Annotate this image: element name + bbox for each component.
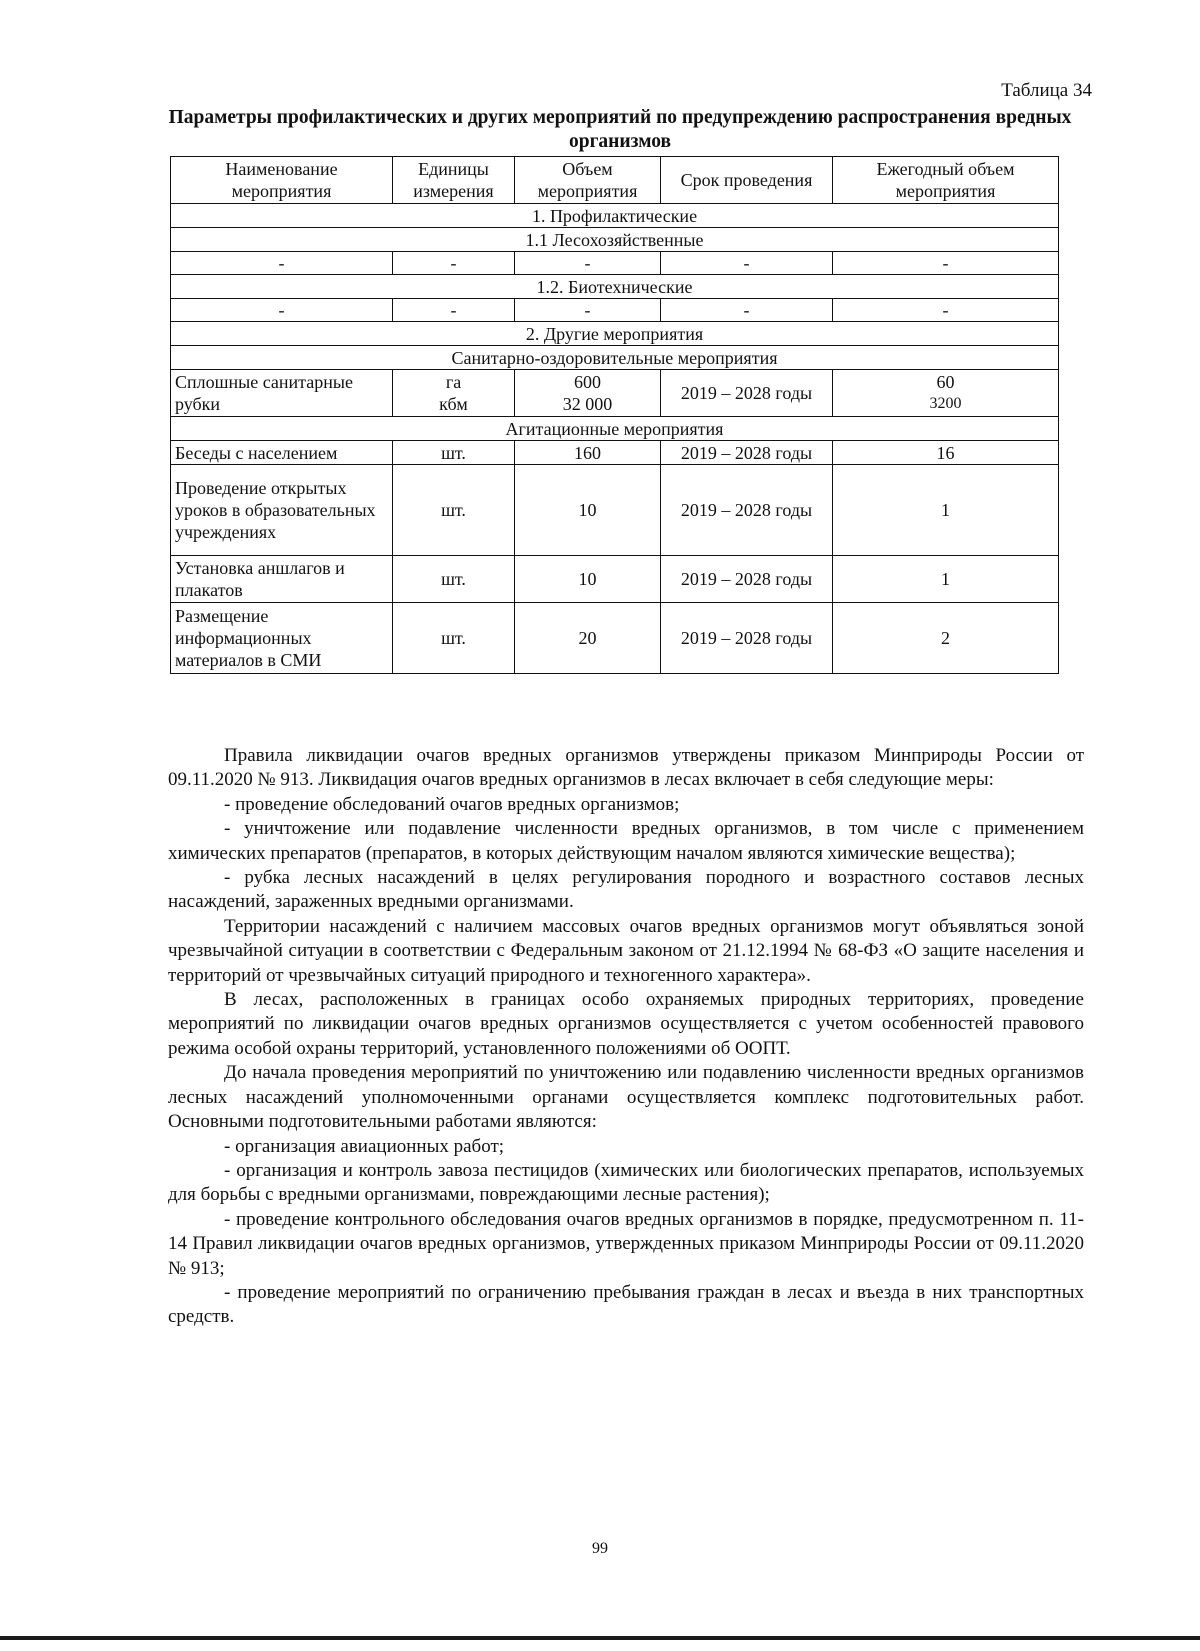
cell-annual: 1 <box>833 556 1059 603</box>
bottom-rule <box>0 1636 1200 1640</box>
section-title-other: 2. Другие мероприятия <box>171 322 1059 346</box>
col-header-term: Срок проведения <box>661 157 833 204</box>
dash-cell: - <box>661 299 833 322</box>
dash-cell: - <box>833 252 1059 275</box>
cell-term: 2019 – 2028 годы <box>661 441 833 465</box>
section-title-biotechnical: 1.2. Биотехнические <box>171 275 1059 299</box>
section-title-preventive: 1. Профилактические <box>171 204 1059 228</box>
volume-line: 600 <box>574 372 601 392</box>
dash-cell: - <box>171 252 393 275</box>
cell-unit: шт. <box>393 603 515 674</box>
cell-volume: 160 <box>515 441 661 465</box>
cell-unit: шт. <box>393 441 515 465</box>
cell-name: Установка аншлагов и плакатов <box>171 556 393 603</box>
paragraph: - организация и контроль завоза пестицидов (химических или биологических препаратов, используемых для борьбы с вредными организмами, повреждающими лесные растения); <box>168 1159 1084 1206</box>
paragraph: Территории насаждений с наличием массовых очагов вредных организмов могут объявляться зоной чрезвычайной ситуации в соответствии с Федеральным законом от 21.12.1994 № 68-ФЗ «О защите населения и территорий от чрезвычайных ситуаций природного и техногенного характера». <box>168 915 1084 986</box>
section-title-forestry: 1.1 Лесохозяйственные <box>171 228 1059 252</box>
body-text <box>168 744 1084 1330</box>
cell-name: Беседы с населением <box>171 441 393 465</box>
table-row <box>171 603 1059 674</box>
dash-cell: - <box>515 299 661 322</box>
table-label: Таблица 34 <box>1001 80 1092 101</box>
section-row <box>171 322 1059 346</box>
dash-cell: - <box>833 299 1059 322</box>
cell-volume: 20 <box>515 603 661 674</box>
cell-annual: 16 <box>833 441 1059 465</box>
section-row <box>171 228 1059 252</box>
col-header-name: Наименование мероприятия <box>171 157 393 204</box>
dash-cell: - <box>393 299 515 322</box>
paragraph: - уничтожение или подавление численности вредных организмов, в том числе с применением химических препаратов (препаратов, в которых действующим началом являются химические вещества); <box>168 818 1084 864</box>
section-row <box>171 275 1059 299</box>
dash-cell: - <box>515 252 661 275</box>
cell-term: 2019 – 2028 годы <box>661 603 833 674</box>
cell-name: Проведение открытых уроков в образовательных учреждениях <box>171 465 393 556</box>
table-row <box>171 441 1059 465</box>
col-header-annual: Ежегодный объем мероприятия <box>833 157 1059 204</box>
parameters-table <box>170 156 1059 674</box>
cell-annual: 1 <box>833 465 1059 556</box>
table-header-row <box>171 157 1059 204</box>
cell-unit <box>393 370 515 417</box>
table-title: Параметры профилактических и других мероприятий по предупреждению распространения вредных организмов <box>168 107 1072 152</box>
table-row <box>171 556 1059 603</box>
paragraph: - проведение контрольного обследования очагов вредных организмов в порядке, предусмотренном п. 11-14 Правил ликвидации очагов вредных организмов, утвержденных приказом Минприроды России от 09.11.2020 № 913; <box>168 1208 1084 1279</box>
paragraph: В лесах, расположенных в границах особо охраняемых природных территориях, проведение мероприятий по ликвидации очагов вредных организмов осуществляется с учетом особенностей правового режима особой охраны территорий, установленного положениями об ООПТ. <box>168 989 1084 1059</box>
cell-volume: 10 <box>515 465 661 556</box>
unit-line: га <box>445 372 462 392</box>
annual-line: 3200 <box>929 395 962 412</box>
cell-name: Размещение информационных материалов в СМИ <box>171 603 393 674</box>
cell-volume: 10 <box>515 556 661 603</box>
col-header-volume: Объем мероприятия <box>515 157 661 204</box>
col-header-unit: Единицы измерения <box>393 157 515 204</box>
cell-term: 2019 – 2028 годы <box>661 556 833 603</box>
table-row <box>171 252 1059 275</box>
table-row <box>171 299 1059 322</box>
cell-name: Сплошные санитарные рубки <box>171 370 393 417</box>
cell-annual <box>833 370 1059 417</box>
table-row <box>171 465 1059 556</box>
paragraph: - проведение обследований очагов вредных организмов; <box>224 793 680 815</box>
cell-volume <box>515 370 661 417</box>
cell-unit: шт. <box>393 556 515 603</box>
paragraph: - проведение мероприятий по ограничению пребывания граждан в лесах и въезда в них транспортных средств. <box>168 1281 1084 1328</box>
cell-unit: шт. <box>393 465 515 556</box>
volume-line: 32 000 <box>562 394 613 414</box>
dash-cell: - <box>171 299 393 322</box>
paragraph: - организация авиационных работ; <box>224 1135 505 1157</box>
section-title-sanitary: Санитарно-оздоровительные мероприятия <box>171 346 1059 370</box>
section-row <box>171 204 1059 228</box>
dash-cell: - <box>393 252 515 275</box>
paragraph: Правила ликвидации очагов вредных организмов утверждены приказом Минприроды России от 09.11.2020 № 913. Ликвидация очагов вредных организмов в лесах включает в себя следующие меры: <box>168 745 1084 791</box>
unit-line: кбм <box>439 394 468 414</box>
cell-term: 2019 – 2028 годы <box>661 370 833 417</box>
paragraph: До начала проведения мероприятий по уничтожению или подавлению численности вредных организмов лесных насаждений уполномоченными органами осуществляется комплекс подготовительных работ. Основными подготовительными работами являются: <box>168 1062 1084 1133</box>
cell-annual: 2 <box>833 603 1059 674</box>
cell-term: 2019 – 2028 годы <box>661 465 833 556</box>
table-row <box>171 370 1059 417</box>
section-title-agitation: Агитационные мероприятия <box>171 417 1059 441</box>
section-row <box>171 346 1059 370</box>
section-row <box>171 417 1059 441</box>
annual-line: 60 <box>936 372 955 392</box>
paragraph: - рубка лесных насаждений в целях регулирования породного и возрастного составов лесных насаждений, зараженных вредными организмами. <box>168 867 1084 913</box>
page-number: 99 <box>592 1540 608 1557</box>
dash-cell: - <box>661 252 833 275</box>
